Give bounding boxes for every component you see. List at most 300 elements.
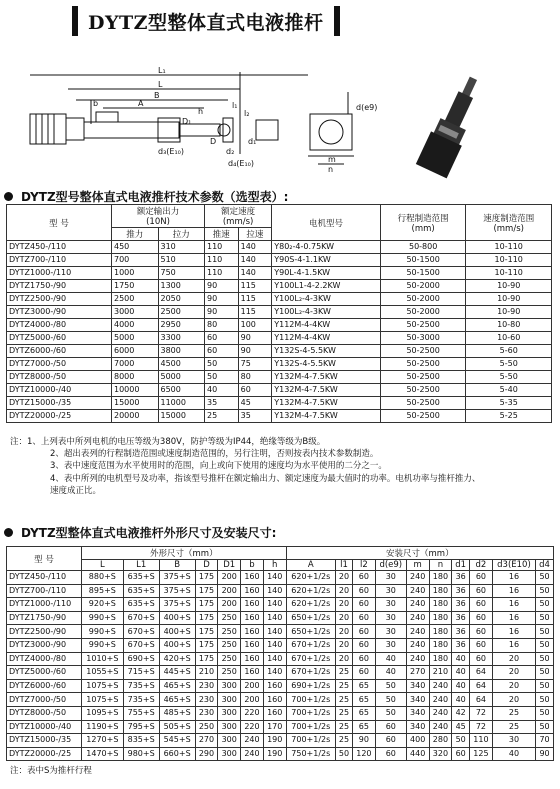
table-cell: 80 xyxy=(238,371,272,384)
table-cell: DYTZ6000-/60 xyxy=(7,345,112,358)
table-cell: 700+1/2s xyxy=(286,720,335,734)
table-cell: 670+S xyxy=(123,611,159,625)
table-cell: 375+S xyxy=(159,584,195,598)
table-cell: 300 xyxy=(218,679,241,693)
table-cell: 30 xyxy=(492,734,535,748)
table-cell: 670+S xyxy=(123,625,159,639)
table-cell: DYTZ700-/110 xyxy=(7,584,82,598)
table-cell: 690+1/2s xyxy=(286,679,335,693)
table-cell: Y132S-4-5.5KW xyxy=(272,358,381,371)
table-cell: 5000 xyxy=(112,332,159,345)
section-tech-params-heading xyxy=(4,188,288,205)
table-cell: Y112M-4-4KW xyxy=(272,332,381,345)
column-header: d4 xyxy=(536,560,554,571)
table-cell: 210 xyxy=(195,666,218,680)
table-cell: 50 xyxy=(536,679,554,693)
table-cell: 60 xyxy=(353,638,376,652)
table-cell: 16 xyxy=(492,611,535,625)
table-cell: 450 xyxy=(112,241,159,254)
table-cell: 20 xyxy=(492,666,535,680)
table-cell: 40 xyxy=(452,652,470,666)
table-cell: 25 xyxy=(492,720,535,734)
table-cell: 50 xyxy=(536,638,554,652)
table-cell: 340 xyxy=(406,706,429,720)
table-cell: 36 xyxy=(452,611,470,625)
table-row xyxy=(7,306,552,319)
table-cell: 50 xyxy=(536,666,554,680)
table-cell: DYTZ8000-/50 xyxy=(7,371,112,384)
dim-label-d3: d₃(E₁₀) xyxy=(158,147,184,156)
table-cell: 2500 xyxy=(112,293,159,306)
table-cell: 65 xyxy=(353,693,376,707)
table-row xyxy=(7,706,554,720)
table-cell: 7000 xyxy=(112,358,159,371)
table-cell: 65 xyxy=(353,679,376,693)
table-cell: 50 xyxy=(536,625,554,639)
table-cell: 72 xyxy=(470,720,493,734)
table-cell: 20 xyxy=(335,652,352,666)
table-cell: DYTZ450-/110 xyxy=(7,571,82,585)
table-cell: 50-2500 xyxy=(380,371,466,384)
table-cell: 280 xyxy=(429,734,452,748)
table-cell: 200 xyxy=(218,598,241,612)
column-header: d(e9) xyxy=(375,560,406,571)
tech-params-table xyxy=(6,204,552,423)
note-1: 注：1、上列表中所列电机的电压等级为380V，防护等级为IP44，绝缘等级为B级。 xyxy=(10,437,326,447)
th2-model: 型 号 xyxy=(7,547,82,571)
table-cell: 40 xyxy=(205,384,239,397)
table-cell: 1075+S xyxy=(82,679,124,693)
bullet-icon xyxy=(4,192,13,201)
table-cell: DYTZ10000-/40 xyxy=(7,720,82,734)
table-cell: 340 xyxy=(406,720,429,734)
table-cell: 670+1/2s xyxy=(286,666,335,680)
table-cell: DYTZ450-/110 xyxy=(7,241,112,254)
table-cell: 375+S xyxy=(159,571,195,585)
table-cell: 140 xyxy=(263,652,286,666)
table-cell: 36 xyxy=(452,598,470,612)
column-header: D xyxy=(195,560,218,571)
table-cell: 635+S xyxy=(123,584,159,598)
table-cell: 25 xyxy=(335,720,352,734)
table-cell: DYTZ3000-/90 xyxy=(7,306,112,319)
table-cell: 250 xyxy=(195,720,218,734)
table-cell: 50-1500 xyxy=(380,267,466,280)
table-cell: 175 xyxy=(195,584,218,598)
table-cell: 300 xyxy=(218,706,241,720)
table-cell: 30 xyxy=(375,638,406,652)
table-cell: 20 xyxy=(335,571,352,585)
table-cell: 50 xyxy=(205,371,239,384)
table-cell: 90 xyxy=(205,306,239,319)
note-3: 3、表中速度范围为水平使用时的范围，向上或向下使用的速度均为水平使用的二分之一。 xyxy=(50,461,387,472)
table-cell: 5-50 xyxy=(466,358,552,371)
table-cell: 750 xyxy=(158,267,205,280)
table-cell: 2050 xyxy=(158,293,205,306)
table-cell: 50-2000 xyxy=(380,293,466,306)
table-cell: 1055+S xyxy=(82,666,124,680)
table-cell: 4000 xyxy=(112,319,159,332)
table-cell: 75 xyxy=(238,358,272,371)
column-header: d2 xyxy=(470,560,493,571)
dim-label-h: h xyxy=(198,107,204,116)
table-cell: 60 xyxy=(375,747,406,761)
th2-outline: 外形尺寸（mm） xyxy=(82,547,287,560)
table-cell: DYTZ4000-/80 xyxy=(7,319,112,332)
table-row xyxy=(7,293,552,306)
table-row xyxy=(7,652,554,666)
table-cell: 795+S xyxy=(123,720,159,734)
table-cell: 80 xyxy=(205,319,239,332)
table-cell: 20 xyxy=(335,584,352,598)
table-cell: 40 xyxy=(375,652,406,666)
table-row xyxy=(7,241,552,254)
table-row xyxy=(7,410,552,423)
table-cell: 1000 xyxy=(112,267,159,280)
table-cell: 70 xyxy=(536,734,554,748)
table-row xyxy=(7,611,554,625)
table-cell: 1095+S xyxy=(82,706,124,720)
th-speed xyxy=(205,205,272,228)
dim-label-b: b xyxy=(93,99,99,108)
column-header: D1 xyxy=(218,560,241,571)
table-cell: 735+S xyxy=(123,693,159,707)
table-cell: 110 xyxy=(470,734,493,748)
table-cell: 140 xyxy=(238,241,272,254)
table-cell: 270 xyxy=(406,666,429,680)
column-header: n xyxy=(429,560,452,571)
table-cell: 110 xyxy=(205,241,239,254)
table-cell: 40 xyxy=(452,693,470,707)
table-cell: 1075+S xyxy=(82,693,124,707)
table-cell: 140 xyxy=(238,267,272,280)
table-cell: 72 xyxy=(470,706,493,720)
table-cell: 1470+S xyxy=(82,747,124,761)
table-row xyxy=(7,625,554,639)
th-speed-range-label: 速度制造范围 xyxy=(483,213,535,224)
table-cell: 25 xyxy=(492,706,535,720)
table-cell: DYTZ5000-/60 xyxy=(7,332,112,345)
table-cell: 700+1/2s xyxy=(286,734,335,748)
table-cell: Y90L-4-1.5KW xyxy=(272,267,381,280)
table-cell: 465+S xyxy=(159,693,195,707)
table-cell: 65 xyxy=(353,720,376,734)
table-cell: 220 xyxy=(241,720,264,734)
table-cell: 3000 xyxy=(112,306,159,319)
section-dimensions-heading xyxy=(4,524,276,541)
table-cell: Y100L₂-4-3KW xyxy=(272,306,381,319)
table-cell: 115 xyxy=(238,306,272,319)
table-cell: DYTZ6000-/60 xyxy=(7,679,82,693)
table-cell: 25 xyxy=(335,679,352,693)
table-cell: 340 xyxy=(406,693,429,707)
th-force xyxy=(112,205,205,228)
table-cell: 50 xyxy=(536,652,554,666)
table-cell: 140 xyxy=(263,666,286,680)
dim-label-d4: d₄(E₁₀) xyxy=(228,159,254,168)
table-cell: 5-25 xyxy=(466,410,552,423)
table-cell: 160 xyxy=(241,571,264,585)
table-cell: 880+S xyxy=(82,571,124,585)
th-speed-unit: (mm/s) xyxy=(222,217,254,227)
table-cell: 5000 xyxy=(158,371,205,384)
table-cell: 10-80 xyxy=(466,319,552,332)
table-cell: 16 xyxy=(492,598,535,612)
table-cell: 60 xyxy=(353,611,376,625)
table-cell: 700 xyxy=(112,254,159,267)
table-cell: DYTZ7000-/50 xyxy=(7,693,82,707)
table-row xyxy=(7,638,554,652)
table-row xyxy=(7,254,552,267)
table-row xyxy=(7,679,554,693)
table-cell: 180 xyxy=(429,598,452,612)
table-cell: 140 xyxy=(263,598,286,612)
table-cell: 140 xyxy=(263,584,286,598)
column-header: B xyxy=(159,560,195,571)
column-header: d1 xyxy=(452,560,470,571)
table-cell: 175 xyxy=(195,625,218,639)
table-cell: 5-35 xyxy=(466,397,552,410)
table-cell: 10-110 xyxy=(466,241,552,254)
dimensions-table xyxy=(6,546,554,761)
table-cell: 30 xyxy=(375,598,406,612)
table-cell: DYTZ1000-/110 xyxy=(7,267,112,280)
end-view-circle xyxy=(319,120,343,144)
table-cell: 1300 xyxy=(158,280,205,293)
footnote: 注：表中S为推杆行程 xyxy=(10,766,92,776)
table-cell: 650+1/2s xyxy=(286,625,335,639)
table-cell: 90 xyxy=(353,734,376,748)
table-row xyxy=(7,693,554,707)
table-cell: 50 xyxy=(536,611,554,625)
table-cell: 20000 xyxy=(112,410,159,423)
note-4-cont: 速度成正比。 xyxy=(50,485,102,496)
table-cell: 35 xyxy=(205,397,239,410)
th-speed-pull: 拉速 xyxy=(238,228,272,241)
table-cell: 60 xyxy=(238,384,272,397)
th-speed-range xyxy=(466,205,552,241)
table-cell: 50 xyxy=(452,734,470,748)
table-cell: 240 xyxy=(406,638,429,652)
table-cell: 10-110 xyxy=(466,267,552,280)
table-cell: 230 xyxy=(195,679,218,693)
table-cell: 160 xyxy=(263,679,286,693)
table-cell: 40 xyxy=(452,666,470,680)
table-cell: 5-60 xyxy=(466,345,552,358)
table-cell: Y100L1-4-2.2KW xyxy=(272,280,381,293)
table-cell: 200 xyxy=(218,571,241,585)
table-cell: 300 xyxy=(218,734,241,748)
table-cell: 50 xyxy=(536,571,554,585)
page-title-wrapper xyxy=(72,6,340,36)
table-cell: 3300 xyxy=(158,332,205,345)
dim-label-D1: D₁ xyxy=(182,117,192,126)
dim-label-D: D xyxy=(210,137,217,146)
table-cell: 140 xyxy=(263,611,286,625)
table-cell: 30 xyxy=(375,584,406,598)
dim-label-n: n xyxy=(328,165,334,174)
table-cell: 50 xyxy=(375,679,406,693)
table-cell: 270 xyxy=(195,734,218,748)
table-cell: 160 xyxy=(263,706,286,720)
table-cell: 700+1/2s xyxy=(286,693,335,707)
table-cell: 140 xyxy=(238,254,272,267)
table-cell: DYTZ1000-/110 xyxy=(7,598,82,612)
th-force-label: 额定输出力 xyxy=(136,207,180,217)
table-cell: 2950 xyxy=(158,319,205,332)
table-cell: DYTZ8000-/50 xyxy=(7,706,82,720)
table-cell: 190 xyxy=(263,747,286,761)
table-cell: 6500 xyxy=(158,384,205,397)
table-cell: 25 xyxy=(335,706,352,720)
table-cell: 160 xyxy=(241,625,264,639)
table-cell: 60 xyxy=(452,747,470,761)
table-cell: 90 xyxy=(536,747,554,761)
column-header: L xyxy=(82,560,124,571)
table-cell: 835+S xyxy=(123,734,159,748)
table-cell: 510 xyxy=(158,254,205,267)
section-dimensions-title: DYTZ型整体直式电液推杆外形尺寸及安装尺寸: xyxy=(21,526,277,540)
table-row xyxy=(7,666,554,680)
table-cell: 755+S xyxy=(123,706,159,720)
table-cell: 240 xyxy=(406,584,429,598)
table-cell: 420+S xyxy=(159,652,195,666)
table-cell: 20 xyxy=(335,611,352,625)
table-cell: 210 xyxy=(429,666,452,680)
table-cell: 40 xyxy=(375,666,406,680)
table-cell: 250 xyxy=(218,625,241,639)
table-cell: 25 xyxy=(205,410,239,423)
title-right-bracket xyxy=(334,6,340,36)
table-cell: 40 xyxy=(492,747,535,761)
table-cell: 485+S xyxy=(159,706,195,720)
table-cell: 50-2500 xyxy=(380,397,466,410)
table-cell: 50 xyxy=(375,706,406,720)
table-row xyxy=(7,371,552,384)
table-cell: Y100L₂-4-3KW xyxy=(272,293,381,306)
table-cell: 65 xyxy=(353,706,376,720)
table-cell: 60 xyxy=(353,571,376,585)
table-cell: 36 xyxy=(452,584,470,598)
table-cell: 240 xyxy=(406,571,429,585)
table-cell: 25 xyxy=(335,666,352,680)
table-cell: 36 xyxy=(452,571,470,585)
table-cell: 375+S xyxy=(159,598,195,612)
table-cell: 20 xyxy=(492,679,535,693)
table-cell: 175 xyxy=(195,611,218,625)
table-cell: 670+1/2s xyxy=(286,638,335,652)
table-cell: 125 xyxy=(470,747,493,761)
table-cell: DYTZ7000-/50 xyxy=(7,358,112,371)
table-cell: 140 xyxy=(263,571,286,585)
table-cell: 650+1/2s xyxy=(286,611,335,625)
table-cell: 64 xyxy=(470,693,493,707)
table-row xyxy=(7,598,554,612)
table-cell: Y132M-4-7.5KW xyxy=(272,397,381,410)
table-cell: 90 xyxy=(205,280,239,293)
th-stroke-label: 行程制造范围 xyxy=(397,213,449,224)
th-motor: 电机型号 xyxy=(272,205,381,241)
dimension-drawing xyxy=(8,44,408,174)
table-cell: 620+1/2s xyxy=(286,584,335,598)
table-cell: 670+S xyxy=(123,638,159,652)
table-cell: 175 xyxy=(195,652,218,666)
table-cell: 36 xyxy=(452,625,470,639)
table-cell: 64 xyxy=(470,666,493,680)
table-cell: 30 xyxy=(375,571,406,585)
table-cell: 115 xyxy=(238,293,272,306)
table-cell: 895+S xyxy=(82,584,124,598)
table-cell: 35 xyxy=(238,410,272,423)
table-cell: 110 xyxy=(205,254,239,267)
table-cell: 715+S xyxy=(123,666,159,680)
table-cell: 60 xyxy=(353,652,376,666)
table-row xyxy=(7,584,554,598)
table-cell: 50-2000 xyxy=(380,280,466,293)
table-cell: 16 xyxy=(492,638,535,652)
table-cell: 50-800 xyxy=(380,241,466,254)
table-cell: 180 xyxy=(429,584,452,598)
dim-label-A: A xyxy=(138,99,144,108)
section-tech-params-title: DYTZ型号整体直式电液推杆技术参数（选型表）: xyxy=(21,190,289,204)
th-pull: 拉力 xyxy=(158,228,205,241)
bullet-icon xyxy=(4,528,13,537)
table-cell: 240 xyxy=(241,734,264,748)
table-cell: 60 xyxy=(470,571,493,585)
table-row xyxy=(7,358,552,371)
table-cell: 50-3000 xyxy=(380,332,466,345)
table-cell: 60 xyxy=(375,720,406,734)
table-row xyxy=(7,384,552,397)
table-cell: 190 xyxy=(263,734,286,748)
table-cell: 250 xyxy=(218,652,241,666)
table-cell: 60 xyxy=(353,625,376,639)
table-cell: 180 xyxy=(429,625,452,639)
table-cell: 60 xyxy=(353,584,376,598)
table-cell: 50-2000 xyxy=(380,306,466,319)
column-header: A xyxy=(286,560,335,571)
table-cell: 180 xyxy=(429,638,452,652)
table-cell: 10-90 xyxy=(466,306,552,319)
table-cell: 990+S xyxy=(82,638,124,652)
th-stroke-unit: (mm) xyxy=(411,223,435,234)
table-cell: 400 xyxy=(406,734,429,748)
table-cell: 10-90 xyxy=(466,280,552,293)
table-cell: DYTZ2500-/90 xyxy=(7,293,112,306)
table-cell: 160 xyxy=(241,638,264,652)
table-cell: 250 xyxy=(218,638,241,652)
table-cell: 110 xyxy=(205,267,239,280)
table-row xyxy=(7,345,552,358)
table-cell: 1190+S xyxy=(82,720,124,734)
table-cell: DYTZ5000-/60 xyxy=(7,666,82,680)
table-cell: 300 xyxy=(218,720,241,734)
table-cell: 50-2500 xyxy=(380,384,466,397)
table-cell: 700+1/2s xyxy=(286,706,335,720)
table-cell: 230 xyxy=(195,706,218,720)
table-cell: 60 xyxy=(470,652,493,666)
th2-install: 安装尺寸（mm） xyxy=(286,547,553,560)
table-cell: 240 xyxy=(429,693,452,707)
table-cell: DYTZ1750-/90 xyxy=(7,280,112,293)
table-cell: 340 xyxy=(406,679,429,693)
table-cell: 200 xyxy=(241,679,264,693)
table-cell: 50-2500 xyxy=(380,410,466,423)
table-cell: 15000 xyxy=(158,410,205,423)
table-cell: 20 xyxy=(492,693,535,707)
table-cell: 400+S xyxy=(159,638,195,652)
dim-label-L1: L₁ xyxy=(158,66,166,75)
